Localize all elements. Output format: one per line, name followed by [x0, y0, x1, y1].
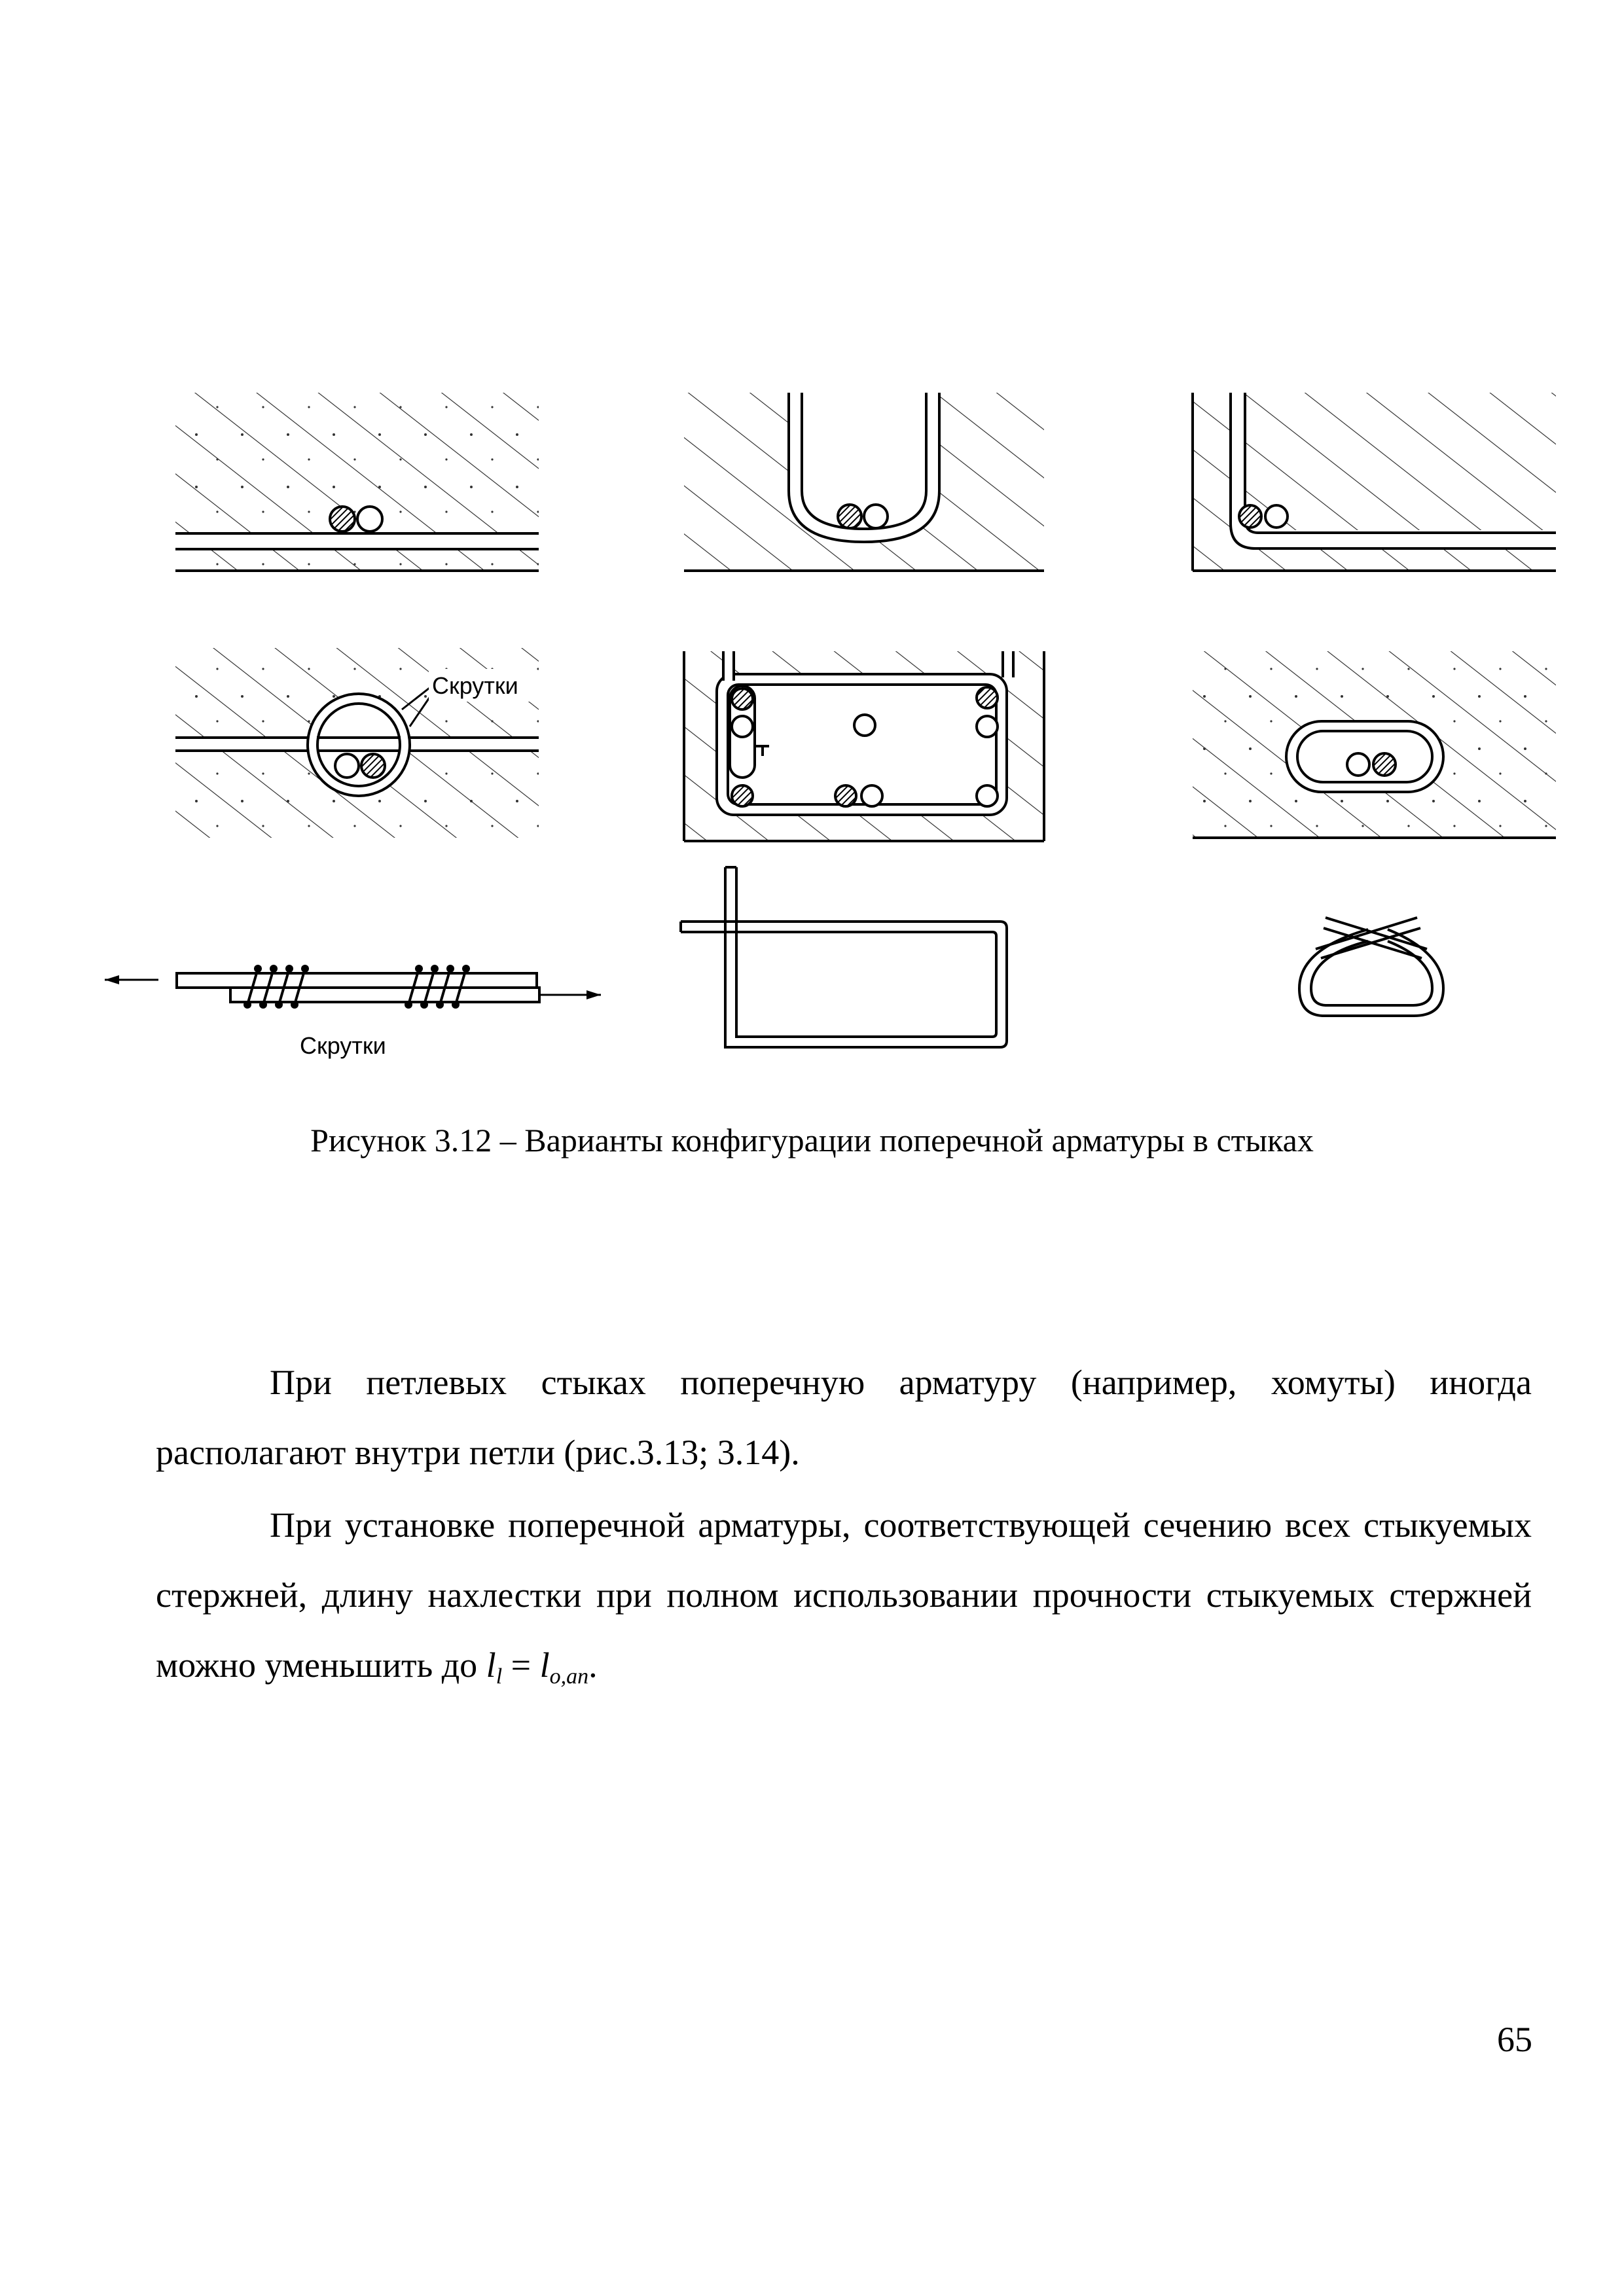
panel-l-bend: [1193, 393, 1556, 571]
formula-lo: l: [539, 1645, 550, 1685]
formula-lo-sub: o,an: [549, 1664, 589, 1689]
twists-label-1: Скрутки: [432, 672, 518, 699]
panel-stirrup-shape: [681, 867, 1007, 1047]
paragraph-2-text: При установке поперечной арматуры, соответствующей сечению всех стыкуемых стержней, длину нахлестки при полном использовании прочности стыкуемых стержней можно уменьшить до: [156, 1505, 1532, 1685]
panel-circular-hoop: [175, 648, 539, 838]
formula-l: l: [486, 1645, 496, 1685]
paragraph-2: [156, 1490, 1532, 1700]
panel-oval-hoop: [1193, 651, 1556, 838]
panel-rect-stirrup: [684, 651, 1044, 841]
panel-lap-twists: [105, 965, 601, 1059]
formula-end: .: [588, 1645, 598, 1685]
paragraph-1: При петлевых стыках поперечную арматуру (например, хомуты) иногда располагают внутри петли (рис.3.13; 3.14).: [156, 1363, 1532, 1472]
figure-caption: Рисунок 3.12 – Варианты конфигурации поперечной арматуры в стыках: [310, 1122, 1314, 1158]
twists-label-2: Скрутки: [300, 1032, 386, 1059]
page-number: 65: [1497, 2020, 1532, 2059]
panel-u-loop: [684, 393, 1044, 571]
lap-length-formula: [486, 1645, 598, 1689]
formula-l-sub: l: [496, 1664, 503, 1689]
panel-crossed-loop: [1299, 918, 1443, 1016]
formula-eq: =: [502, 1645, 540, 1685]
panel-lap-straight: [175, 393, 539, 571]
reinforcement-figure: [0, 0, 1624, 1073]
